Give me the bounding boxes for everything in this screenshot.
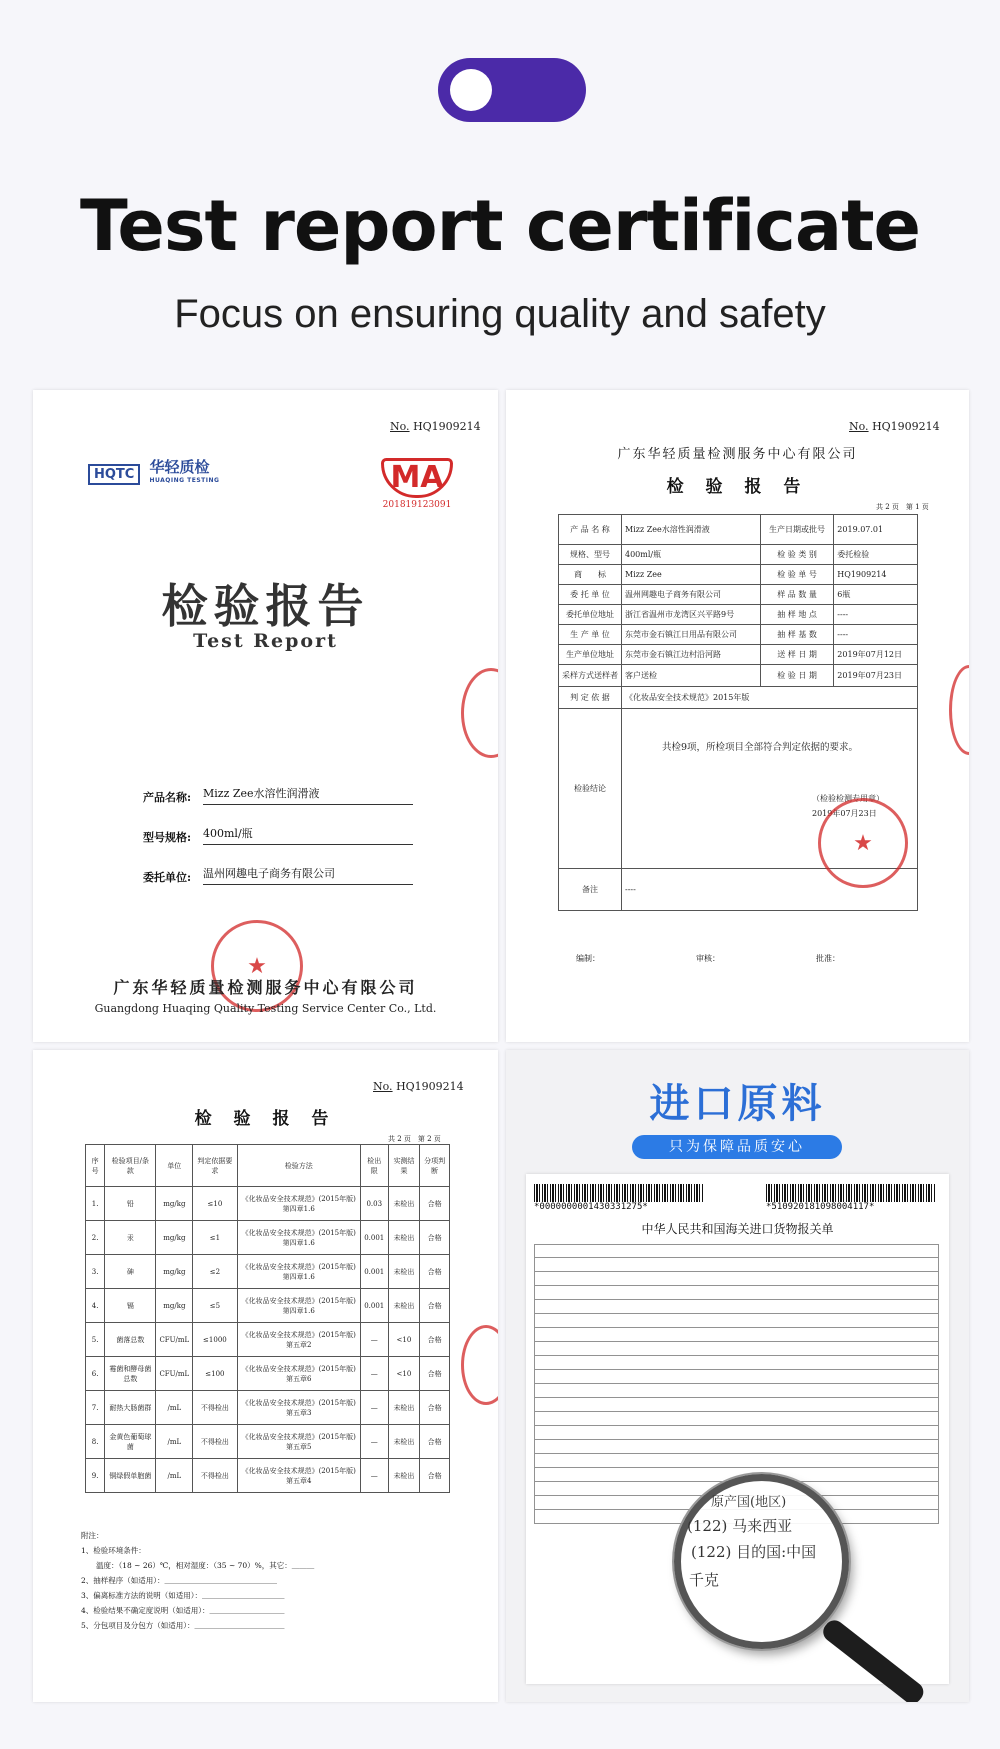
test-results-table xyxy=(85,1144,450,1493)
table-row: 采样方式送样者 客户送检 检 验 日 期 2019年07月23日 xyxy=(559,665,918,687)
issuer-name-en: Guangdong Huaqing Quality Testing Service Center Co., Ltd. xyxy=(94,1002,437,1015)
cma-logo: MA 201819123091 xyxy=(382,460,452,510)
field-product-name: 产品名称: Mizz Zee水溶性润滑液 xyxy=(143,785,413,805)
table-row: 8. 金黄色葡萄球菌 /mL 不得检出 《化妆品安全技术规范》(2015年版) 第五章5 — 未检出 合格 xyxy=(86,1425,450,1459)
table-row: 2. 汞 mg/kg ≤1 《化妆品安全技术规范》(2015年版) 第四章1.6 0.001 未检出 合格 xyxy=(86,1221,450,1255)
page-count: 共 2 页 第 1 页 xyxy=(876,503,929,511)
table-row: 5. 菌落总数 CFU/mL ≤1000 《化妆品安全技术规范》(2015年版) 第五章2 — <10 合格 xyxy=(86,1323,450,1357)
hqtc-logo: HQTC 华轻质检 HUAQING TESTING xyxy=(88,460,219,488)
customs-declaration xyxy=(526,1174,949,1684)
red-seal-edge-icon xyxy=(461,1325,498,1405)
notes: 附注： 1、检验环境条件： 温度：（18 ~ 26）℃，相对湿度：（35 ~ 70）%，其它：＿＿＿ 2、抽样程序（如适用）：＿＿＿＿＿＿＿＿＿＿＿＿＿＿＿ 3、偏离标准方法的说明（如适用）：＿＿＿＿＿＿＿＿＿＿＿ 4、检验结果不确定度说明（如适用）：＿＿＿＿＿＿＿＿＿＿ 5、分包项目及分包方（如适用）：＿＿＿＿＿＿＿＿＿＿＿＿ xyxy=(81,1531,315,1630)
report-number: No. HQ1909214 xyxy=(390,420,481,433)
table-row: 6. 霉菌和酵母菌总数 CFU/mL ≤100 《化妆品安全技术规范》(2015年版) 第五章6 — <10 合格 xyxy=(86,1357,450,1391)
table-row: 1. 铅 mg/kg ≤10 《化妆品安全技术规范》(2015年版) 第四章1.6 0.03 未检出 合格 xyxy=(86,1187,450,1221)
sign-review: 审核： xyxy=(696,954,720,963)
table-row: 生产单位地址 东莞市金石镇江边村沿河路 送 样 日 期 2019年07月12日 xyxy=(559,645,918,665)
red-seal-icon: ★ xyxy=(211,920,303,1012)
red-seal-edge-icon xyxy=(461,668,498,758)
page-title: Test report certificate xyxy=(79,185,921,267)
page-subtitle: Focus on ensuring quality and safety xyxy=(174,292,826,336)
table-row: 委 托 单 位 温州网趣电子商务有限公司 样 品 数 量 6瓶 xyxy=(559,585,918,605)
report-number: No. HQ1909214 xyxy=(849,420,940,433)
table-row: 判 定 依 据 《化妆品安全技术规范》2015年版 xyxy=(559,687,918,709)
unit: 千克 xyxy=(689,1571,720,1589)
toggle-switch xyxy=(438,58,586,122)
table-row: 备注 ---- xyxy=(559,869,918,911)
red-seal-edge-icon xyxy=(949,665,969,755)
origin-label: 原产国(地区) xyxy=(711,1495,787,1510)
report-number: No. HQ1909214 xyxy=(373,1080,464,1093)
table-row: 生 产 单 位 东莞市金石镇江日用品有限公司 抽 样 基 数 ---- xyxy=(559,625,918,645)
report-page-2-image xyxy=(33,1050,498,1702)
barcode-right: *510920181098004117* xyxy=(766,1184,936,1212)
table-row: 产 品 名 称 Mizz Zee水溶性润滑液 生产日期或批号 2019.07.01 xyxy=(559,515,918,545)
destination: (122) 目的国:中国 xyxy=(691,1543,817,1561)
table-row: 委托单位地址 浙江省温州市龙湾区兴平路9号 抽 样 地 点 ---- xyxy=(559,605,918,625)
magnifier-handle xyxy=(819,1616,927,1702)
field-client: 委托单位: 温州网趣电子商务有限公司 xyxy=(143,865,413,885)
customs-title: 中华人民共和国海关进口货物报关单 xyxy=(641,1222,834,1236)
report-title-en: Test Report xyxy=(193,630,338,652)
table-row: 7. 耐热大肠菌群 /mL 不得检出 《化妆品安全技术规范》(2015年版) 第五章3 — 未检出 合格 xyxy=(86,1391,450,1425)
table-row: 4. 镉 mg/kg ≤5 《化妆品安全技术规范》(2015年版) 第四章1.6 0.001 未检出 合格 xyxy=(86,1289,450,1323)
stamp-note: （检验检测专用章） xyxy=(812,794,884,803)
magnifier-icon xyxy=(674,1474,849,1649)
field-spec: 型号规格: 400ml/瓶 xyxy=(143,825,413,845)
report-title: 检 验 报 告 xyxy=(194,1109,337,1129)
table-row: 商 标 Mizz Zee 检 验 单 号 HQ1909214 xyxy=(559,565,918,585)
stamp-date: 2019年07月23日 xyxy=(812,809,877,818)
table-row: 规格、型号 400ml/瓶 检 验 类 别 委托检验 xyxy=(559,545,918,565)
origin-value: (122) 马来西亚 xyxy=(687,1517,793,1535)
imported-materials-image xyxy=(506,1050,969,1702)
barcode-left: *0000000001430331275* xyxy=(534,1184,704,1212)
issuer-name-cn: 广东华轻质量检测服务中心有限公司 xyxy=(113,978,418,997)
conclusion-text: 共检9项，所检项目全部符合判定依据的要求。 xyxy=(662,742,859,753)
table-header-row: 序号 检验项目/条款 单位 判定依据要求 检验方法 检出限 实测结果 分项判断 xyxy=(86,1145,450,1187)
page-count: 共 2 页 第 2 页 xyxy=(388,1135,441,1143)
imported-title: 进口原料 xyxy=(649,1081,826,1127)
table-row: 9. 铜绿假单胞菌 /mL 不得检出 《化妆品安全技术规范》(2015年版) 第五章4 — 未检出 合格 xyxy=(86,1459,450,1493)
sign-approve: 批准： xyxy=(816,954,840,963)
table-row: 检验结论 共检9项，所检项目全部符合判定依据的要求。 （检验检测专用章） 2019年07月23日 xyxy=(559,709,918,869)
table-row: 3. 砷 mg/kg ≤2 《化妆品安全技术规范》(2015年版) 第四章1.6 0.001 未检出 合格 xyxy=(86,1255,450,1289)
report-cover-image xyxy=(33,390,498,1042)
report-title: 检 验 报 告 xyxy=(666,477,809,497)
report-page-1-image xyxy=(506,390,969,1042)
imported-subtitle: 只为保障品质安心 xyxy=(632,1135,842,1159)
org-name: 广东华轻质量检测服务中心有限公司 xyxy=(617,447,858,462)
toggle-knob xyxy=(450,69,492,111)
report-title-cn: 检验报告 xyxy=(161,579,370,633)
sign-edit: 编制： xyxy=(576,954,600,963)
red-seal-icon: ★ xyxy=(818,798,908,888)
